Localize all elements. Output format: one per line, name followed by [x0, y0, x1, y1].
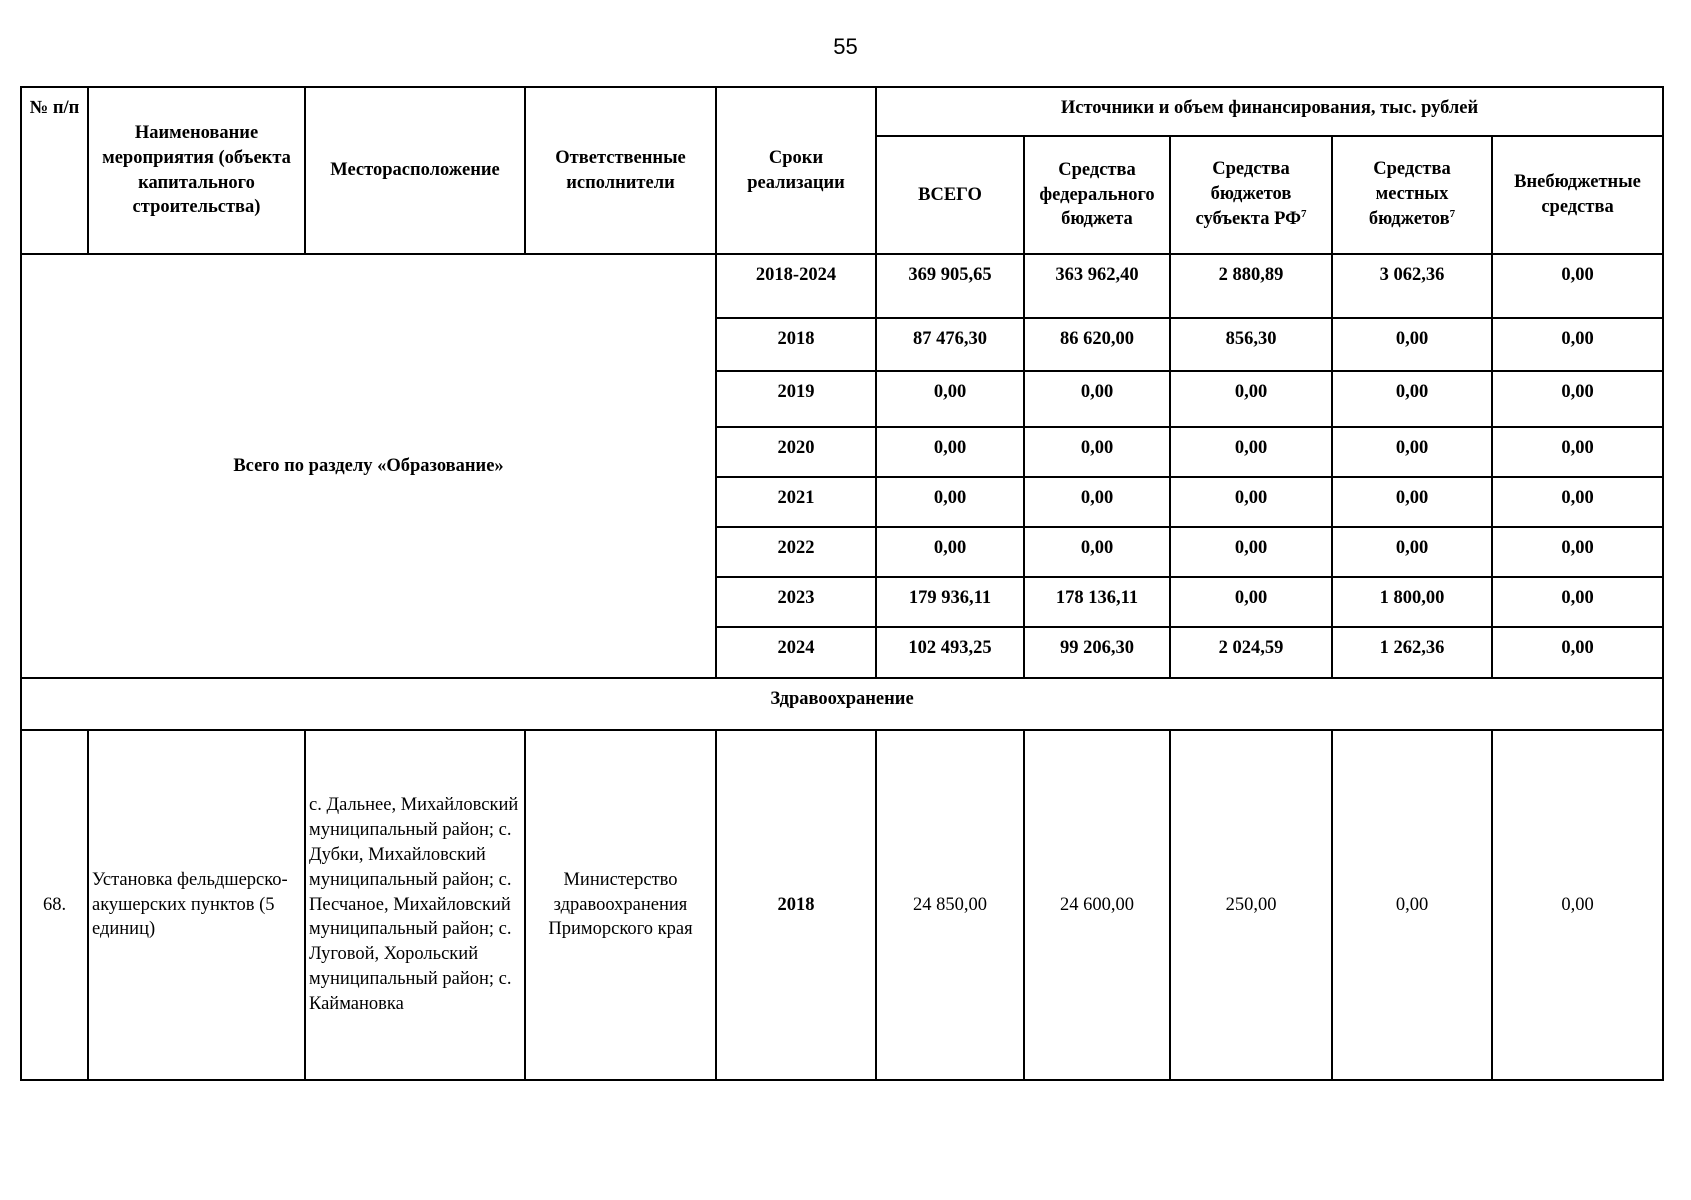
- cell-federal: 0,00: [1024, 427, 1170, 477]
- cell-total: 102 493,25: [876, 627, 1024, 678]
- item-federal: 24 600,00: [1024, 730, 1170, 1080]
- item-subject: 250,00: [1170, 730, 1332, 1080]
- cell-subject: 2 024,59: [1170, 627, 1332, 678]
- header-local: [1332, 136, 1492, 254]
- header-subject: [1170, 136, 1332, 254]
- header-extra: Внебюджетные средства: [1492, 136, 1663, 254]
- item-total: 24 850,00: [876, 730, 1024, 1080]
- cell-local: 0,00: [1332, 477, 1492, 527]
- cell-total: 87 476,30: [876, 318, 1024, 371]
- header-sources: Источники и объем финансирования, тыс. рублей: [876, 87, 1663, 136]
- education-total-label: Всего по разделу «Образование»: [21, 254, 716, 678]
- cell-period: 2022: [716, 527, 876, 577]
- cell-period: 2021: [716, 477, 876, 527]
- cell-extra: 0,00: [1492, 627, 1663, 678]
- cell-period: 2018-2024: [716, 254, 876, 318]
- header-federal: Средства федерального бюджета: [1024, 136, 1170, 254]
- header-local-footnote: 7: [1449, 208, 1456, 221]
- header-executors: Ответственные исполнители: [525, 87, 716, 254]
- header-terms: Сроки реализации: [716, 87, 876, 254]
- cell-local: 1 800,00: [1332, 577, 1492, 627]
- item-period: 2018: [716, 730, 876, 1080]
- header-num: № п/п: [21, 87, 88, 254]
- cell-period: 2023: [716, 577, 876, 627]
- cell-extra: 0,00: [1492, 427, 1663, 477]
- page-number: 55: [833, 34, 858, 59]
- item-local: 0,00: [1332, 730, 1492, 1080]
- cell-local: 0,00: [1332, 427, 1492, 477]
- cell-subject: 0,00: [1170, 427, 1332, 477]
- cell-federal: 0,00: [1024, 477, 1170, 527]
- section-row: [21, 678, 1663, 730]
- item-executor: Министерство здравоохранения Приморского края: [525, 730, 716, 1080]
- cell-total: 369 905,65: [876, 254, 1024, 318]
- cell-period: 2019: [716, 371, 876, 427]
- item-number: 68.: [21, 730, 88, 1080]
- cell-extra: 0,00: [1492, 318, 1663, 371]
- cell-subject: 0,00: [1170, 527, 1332, 577]
- table-row: [21, 730, 1663, 1080]
- cell-subject: 2 880,89: [1170, 254, 1332, 318]
- cell-local: 0,00: [1332, 527, 1492, 577]
- financing-table: [20, 86, 1664, 1081]
- cell-extra: 0,00: [1492, 527, 1663, 577]
- cell-subject: 856,30: [1170, 318, 1332, 371]
- cell-subject: 0,00: [1170, 577, 1332, 627]
- cell-federal: 363 962,40: [1024, 254, 1170, 318]
- cell-federal: 99 206,30: [1024, 627, 1170, 678]
- table-row: [21, 254, 1663, 318]
- cell-extra: 0,00: [1492, 577, 1663, 627]
- cell-subject: 0,00: [1170, 371, 1332, 427]
- cell-extra: 0,00: [1492, 371, 1663, 427]
- header-name: Наименование мероприятия (объекта капитального строительства): [88, 87, 305, 254]
- cell-local: 0,00: [1332, 371, 1492, 427]
- cell-extra: 0,00: [1492, 477, 1663, 527]
- header-subject-text: Средства бюджетов субъекта РФ: [1195, 159, 1301, 230]
- cell-local: 0,00: [1332, 318, 1492, 371]
- cell-total: 179 936,11: [876, 577, 1024, 627]
- cell-period: 2024: [716, 627, 876, 678]
- cell-total: 0,00: [876, 371, 1024, 427]
- item-name: Установка фельдшерско-акушерских пунктов (5 единиц): [88, 730, 305, 1080]
- header-location: Месторасположение: [305, 87, 525, 254]
- cell-federal: 178 136,11: [1024, 577, 1170, 627]
- cell-subject: 0,00: [1170, 477, 1332, 527]
- cell-period: 2018: [716, 318, 876, 371]
- cell-federal: 0,00: [1024, 371, 1170, 427]
- section-title-health: Здравоохранение: [21, 678, 1663, 730]
- cell-local: 3 062,36: [1332, 254, 1492, 318]
- cell-total: 0,00: [876, 477, 1024, 527]
- item-extra: 0,00: [1492, 730, 1663, 1080]
- cell-local: 1 262,36: [1332, 627, 1492, 678]
- cell-federal: 0,00: [1024, 527, 1170, 577]
- cell-total: 0,00: [876, 527, 1024, 577]
- header-total: ВСЕГО: [876, 136, 1024, 254]
- cell-total: 0,00: [876, 427, 1024, 477]
- cell-federal: 86 620,00: [1024, 318, 1170, 371]
- item-location: с. Дальнее, Михайловский муниципальный район; с. Дубки, Михайловский муниципальный район; с. Песчаное, Михайловский муниципальный район; с. Луговой, Хорольский муниципальный район; с. Каймановка: [305, 730, 525, 1080]
- cell-period: 2020: [716, 427, 876, 477]
- cell-extra: 0,00: [1492, 254, 1663, 318]
- header-subject-footnote: 7: [1300, 208, 1307, 221]
- header-local-text: Средства местных бюджетов: [1368, 159, 1451, 230]
